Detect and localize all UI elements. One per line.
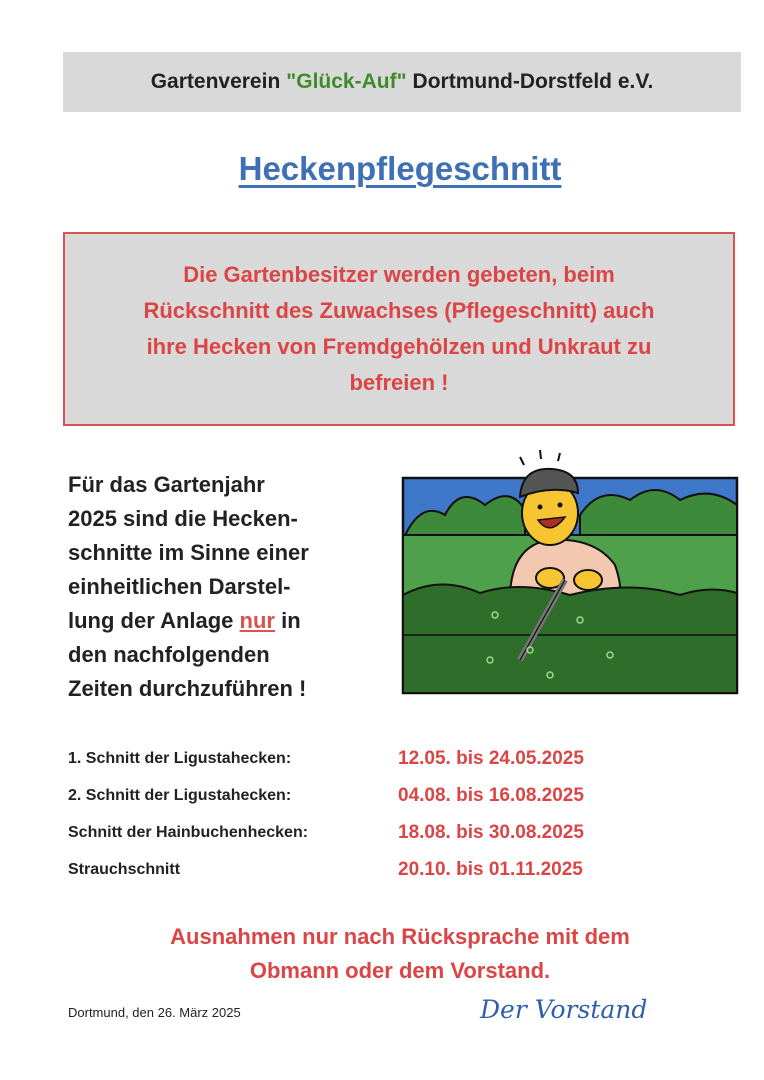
exceptions-note [0,920,764,988]
intro-line: schnitte im Sinne einer [68,540,309,565]
schedule-label: 1. Schnitt der Ligustahecken: [68,749,292,767]
intro-emphasis: nur [239,608,275,633]
cutting-schedule [68,740,708,888]
schedule-row [68,777,708,814]
schedule-dates: 18.08. bis 30.08.2025 [398,821,584,843]
hedge-trimming-gardener-icon [400,445,740,700]
intro-text [68,468,398,706]
notice-text [143,257,654,401]
schedule-row [68,851,708,888]
notice-line: befreien ! [349,370,449,395]
club-header [63,52,741,112]
club-name: "Glück-Auf" [286,70,407,93]
exceptions-line: Ausnahmen nur nach Rücksprache mit dem [170,924,630,949]
intro-line: 2025 sind die Hecken- [68,506,298,531]
intro-line-before: lung der Anlage [68,608,240,633]
notice-line: Rückschnitt des Zuwachses (Pflegeschnitt) auch [143,298,655,323]
intro-line: den nachfolgenden [68,642,270,667]
schedule-row [68,814,708,851]
schedule-label: Strauchschnitt [68,860,181,878]
club-header-suffix: Dortmund-Dorstfeld e.V. [412,70,654,93]
notice-line: Die Gartenbesitzer werden gebeten, beim [183,262,615,287]
schedule-dates: 04.08. bis 16.08.2025 [398,784,584,806]
exceptions-line: Obmann oder dem Vorstand. [249,958,551,983]
intro-line: einheitlichen Darstel- [68,574,291,599]
schedule-label: Schnitt der Hainbuchenhecken: [68,823,309,841]
schedule-dates: 20.10. bis 01.11.2025 [398,858,583,880]
intro-line: Zeiten durchzuführen ! [68,676,307,701]
schedule-label: 2. Schnitt der Ligustahecken: [68,786,292,804]
intro-line-after: in [274,608,301,633]
signature: Der Vorstand [480,995,648,1024]
page-title: Heckenpflegeschnitt [238,150,562,187]
club-header-prefix: Gartenverein [150,70,281,93]
date-line: Dortmund, den 26. März 2025 [68,1005,241,1020]
schedule-row [68,740,708,777]
notice-box [63,232,735,426]
schedule-dates: 12.05. bis 24.05.2025 [398,747,584,769]
intro-line: Für das Gartenjahr [68,472,265,497]
notice-line: ihre Hecken von Fremdgehölzen und Unkraut zu [146,334,652,359]
